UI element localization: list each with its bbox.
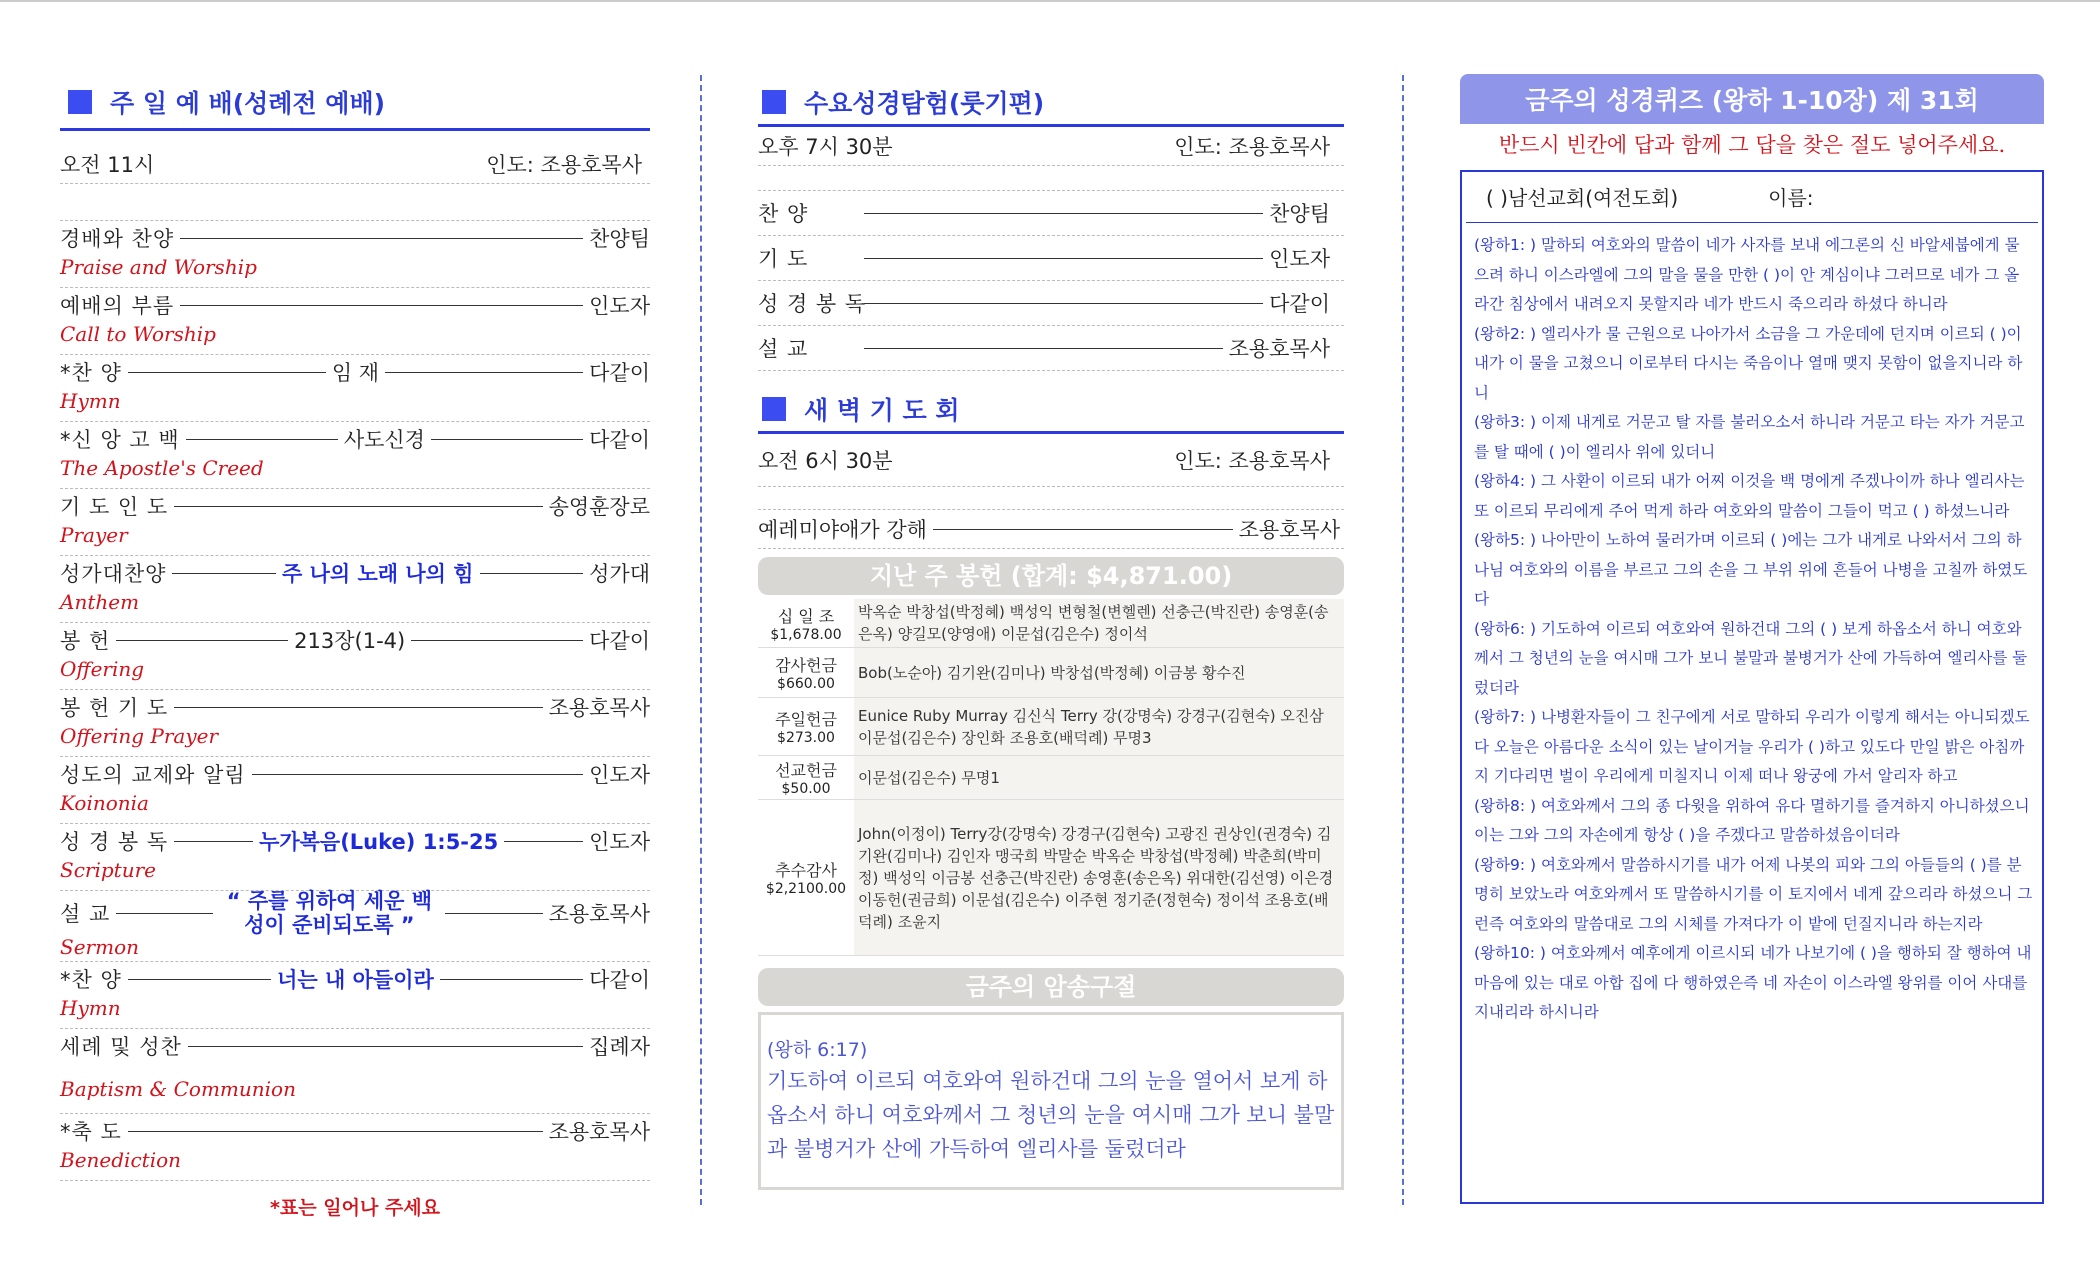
service-item	[60, 556, 650, 623]
quiz-question: (왕하8: ) 여호와께서 그의 종 다윗을 위하여 유다 멸하기를 즐겨하지 아니하셨으니 이는 그와 그의 자손에게 항상 ( )을 주겠다고 말씀하셨음이더라	[1474, 796, 2030, 844]
item-leader: 인도자	[589, 763, 650, 787]
service-item	[60, 891, 650, 962]
bible-quiz	[1460, 74, 2044, 1021]
square-bullet-icon	[762, 397, 786, 421]
service-item	[60, 221, 650, 288]
sunday-service-heading	[68, 84, 650, 120]
item-detail: 너는 내 아들이라	[277, 968, 434, 992]
item-korean: *축 도	[60, 1120, 122, 1144]
offering-type-cell	[758, 698, 854, 756]
item-korean: 성 경 봉 독	[60, 830, 169, 854]
quiz-notice: 반드시 빈칸에 답과 함께 그 답을 찾은 절도 넣어주세요.	[1498, 133, 2006, 157]
offering-type: 추수감사	[775, 861, 837, 880]
service-item	[60, 962, 650, 1029]
item-korean: 기 도	[758, 247, 809, 271]
quiz-box	[1460, 170, 2044, 1204]
item-leader: 송영훈장로	[548, 495, 650, 519]
item-english: Anthem	[60, 590, 140, 614]
dawn-prayer-heading	[762, 391, 1344, 427]
item-detail: 213장(1-4)	[294, 629, 406, 653]
item-korean: 설 교	[758, 337, 809, 361]
quiz-question: (왕하9: ) 여호와께서 말씀하시기를 내가 어제 나봇의 피와 그의 아들들의 ( )를 분명히 보았노라 여호와께서 또 말씀하시기를 이 토지에서 네게 갚으리라 하셨으니 그런즉 여호와의 말씀대로 그의 시체를 가져다가 이 밭에 던질지니라 하는지라	[1474, 855, 2033, 933]
item-korean: 성도의 교제와 알림	[60, 763, 246, 787]
memory-verse-title: 금주의 암송구절	[758, 968, 1344, 1006]
item-detail: 사도신경	[343, 428, 425, 452]
item-english: Scripture	[60, 858, 156, 882]
offering-row	[758, 599, 1344, 648]
item-leader: 조용호목사	[1228, 337, 1330, 361]
middle-column	[758, 84, 1344, 1190]
wednesday-item	[758, 191, 1344, 236]
item-korean: 예배의 부름	[60, 294, 175, 318]
offering-title: 지난 주 봉헌 (합계: $4,871.00)	[758, 557, 1344, 595]
quiz-question: (왕하10: ) 여호와께서 예후에게 이르시되 네가 나보기에 ( )을 행하되 잘 행하여 내 마음에 있는 대로 아합 집에 다 행하였은즉 네 자손이 이스라엘 왕위를 이어 사대를 지내리라 하시니라	[1474, 944, 2032, 1021]
item-korean: 기 도 인 도	[60, 495, 169, 519]
quiz-question: (왕하5: ) 나아만이 노하여 물러가며 이르되 ( )에는 그가 내게로 나와서서 그의 하나님 여호와의 이름을 부르고 그의 손을 그 부위 위에 흔들어 나병을 고칠까 하였도다	[1474, 531, 2028, 608]
item-korean: 경배와 찬양	[60, 227, 175, 251]
quiz-question: (왕하6: ) 기도하여 이르되 여호와여 원하건대 그의 ( ) 보게 하옵소서 하니 여호와께서 그 청년의 눈을 여시매 그가 보니 불말과 불병거가 산에 가득하여 엘리사를 둘렀더라	[1474, 619, 2028, 697]
item-leader: 다같이	[589, 968, 651, 992]
offering-table	[758, 599, 1344, 956]
spacer-row	[758, 487, 1344, 510]
offering-type-cell	[758, 800, 854, 956]
item-english: The Apostle's Creed	[60, 456, 264, 480]
wednesday-order	[758, 191, 1344, 371]
top-border	[0, 0, 2100, 2]
section-title: 새 벽 기 도 회	[804, 396, 960, 425]
offering-amount: $1,678.00	[770, 626, 842, 643]
quiz-question: (왕하2: ) 엘리사가 물 근원으로 나아가서 소금을 그 가운데에 던지며 이르되 ( )이 내가 이 물을 고쳤으니 이로부터 다시는 죽음이나 열매 맺지 못함이 없을지니라 하니	[1474, 324, 2023, 402]
item-english: Benediction	[60, 1148, 182, 1172]
service-item	[60, 288, 650, 355]
item-english: Hymn	[60, 996, 121, 1020]
dawn-lecturer: 조용호목사	[1238, 518, 1340, 542]
item-leader: 다같이	[589, 629, 651, 653]
offering-names: Bob(노순아) 김기완(김미나) 박창섭(박정혜) 이금봉 황수진	[854, 648, 1344, 698]
memory-verse-text: 기도하여 이르되 여호와여 원하건대 그의 눈을 열어서 보게 하옵소서 하니 여호와께서 그 청년의 눈을 여시매 그가 보니 불말과 불병거가 산에 가득하여 엘리사를 둘렀더라	[767, 1069, 1335, 1161]
dawn-header	[758, 434, 1344, 487]
item-english: Koinonia	[60, 791, 149, 815]
item-korean: 설 교	[60, 902, 111, 926]
wednesday-heading	[762, 84, 1344, 120]
memory-verse-reference: (왕하 6:17)	[767, 1039, 868, 1061]
item-leader: 조용호목사	[548, 1120, 650, 1144]
square-bullet-icon	[762, 90, 786, 114]
dawn-lecture-row	[758, 510, 1344, 549]
service-item	[60, 824, 650, 891]
offering-row	[758, 800, 1344, 956]
wednesday-header	[758, 127, 1344, 166]
item-leader: 인도자	[589, 830, 650, 854]
offering-row	[758, 648, 1344, 698]
item-english: Call to Worship	[60, 322, 216, 346]
offering-names: Eunice Ruby Murray 김신식 Terry 강(강명숙) 강경구(김현숙) 오진삼 이문섭(김은수) 장인화 조용호(배덕례) 무명3	[854, 698, 1344, 756]
offering-type-cell	[758, 756, 854, 800]
stand-note: *표는 일어나 주세요	[270, 1197, 440, 1219]
church-group-field[interactable]: ( )남선교회(여전도회)	[1486, 186, 1679, 210]
service-item	[60, 422, 650, 489]
sunday-service	[60, 84, 650, 1220]
dawn-time: 오전 6시 30분	[758, 449, 893, 473]
service-item	[60, 489, 650, 556]
item-leader: 인도자	[1269, 247, 1330, 271]
dawn-leader: 인도: 조용호목사	[1174, 449, 1330, 473]
item-leader: 조용호목사	[548, 902, 650, 926]
offering-row	[758, 756, 1344, 800]
offering-type-cell	[758, 599, 854, 648]
section-title: 주 일 예 배(성례전 예배)	[110, 89, 386, 118]
item-korean: *찬 양	[60, 361, 122, 385]
service-item	[60, 690, 650, 757]
column-divider	[1402, 75, 1404, 1205]
quiz-name-row	[1466, 172, 2038, 223]
item-leader: 찬양팀	[1269, 202, 1330, 226]
item-korean: 성가대찬양	[60, 562, 167, 586]
item-english: Hymn	[60, 389, 121, 413]
item-leader: 성가대	[589, 562, 650, 586]
wednesday-item	[758, 326, 1344, 371]
service-item	[60, 355, 650, 422]
quiz-question: (왕하4: ) 그 사환이 이르되 내가 어찌 이것을 백 명에게 주겠나이까 하나 엘리사는 또 이르되 무리에게 주어 먹게 하라 여호와의 말씀이 그들이 먹고 ( ) 하셨느니라	[1474, 472, 2025, 520]
offering-type: 주일헌금	[775, 710, 837, 729]
item-leader: 집례자	[589, 1035, 650, 1059]
spacer-row	[758, 166, 1344, 191]
memory-verse-box	[758, 1012, 1344, 1190]
item-english: Praise and Worship	[60, 255, 257, 279]
item-korean: 성 경 봉 독	[758, 292, 867, 316]
offering-names: John(이정이) Terry강(강명숙) 강경구(김현숙) 고광진 권상인(권경숙) 김기완(김미나) 김인자 맹국희 박말순 박옥순 박창섭(박정혜) 박춘희(박미정) 백성익 이금봉 선충근(박진란) 송영훈(송은옥) 위대한(김선영) 이은경 이동헌(권금희) 이문섭(김은수) 이주현 정기준(정현숙) 정이석 조용호(배덕례) 조윤지	[854, 800, 1344, 956]
item-english: Offering Prayer	[60, 724, 219, 748]
item-korean: *신 앙 고 백	[60, 428, 180, 452]
service-item	[60, 1029, 650, 1114]
service-header	[60, 145, 650, 184]
order-of-worship	[60, 221, 650, 1181]
service-item	[60, 623, 650, 690]
item-korean: 봉 헌	[60, 629, 111, 653]
item-detail: 누가복음(Luke) 1:5-25	[259, 830, 499, 854]
item-leader: 인도자	[589, 294, 650, 318]
item-detail: 주 나의 노래 나의 힘	[282, 562, 474, 586]
item-leader: 다같이	[589, 361, 651, 385]
offering-names: 이문섭(김은수) 무명1	[854, 756, 1344, 800]
section-title: 수요성경탐험(룻기편)	[804, 89, 1045, 118]
column-divider	[700, 75, 702, 1205]
square-bullet-icon	[68, 90, 92, 114]
offering-names: 박옥순 박창섭(박정혜) 백성익 변형철(변헬렌) 선충근(박진란) 송영훈(송은옥) 양길모(양영애) 이문섭(김은수) 정이석	[854, 599, 1344, 648]
dawn-lecture: 예레미야애가 강해	[758, 518, 927, 542]
quiz-question: (왕하3: ) 이제 내게로 거문고 탈 자를 불러오소서 하니라 거문고 타는 자가 거문고를 탈 때에 ( )이 엘리사 위에 있더니	[1474, 413, 2025, 461]
quiz-questions	[1462, 223, 2042, 1028]
item-korean: *찬 양	[60, 968, 122, 992]
offering-row	[758, 698, 1344, 756]
quiz-question: (왕하1: ) 말하되 여호와의 말씀이 네가 사자를 보내 에그론의 신 바알세붑에게 물으려 하니 이스라엘에 그의 말을 물을 만한 ( )이 안 계심이냐 그러므로 네가 그 올라간 침상에서 내려오지 못할지라 네가 반드시 죽으리라 하셨다 하니라	[1474, 236, 2020, 313]
quiz-title: 금주의 성경퀴즈 (왕하 1-10장) 제 31회	[1460, 74, 2044, 124]
item-leader: 다같이	[1269, 292, 1330, 316]
item-english: Baptism & Communion	[60, 1077, 296, 1101]
offering-amount: $273.00	[777, 730, 835, 746]
offering-type: 십 일 조	[777, 606, 835, 626]
service-leader: 인도: 조용호목사	[486, 153, 642, 177]
item-english: Prayer	[60, 523, 128, 547]
offering-type-cell	[758, 648, 854, 698]
item-detail: 임 재	[331, 361, 380, 385]
item-english: Offering	[60, 657, 145, 681]
service-time: 오전 11시	[60, 153, 155, 177]
offering-amount: $2,2100.00	[765, 881, 847, 897]
wednesday-item	[758, 236, 1344, 281]
service-item	[60, 757, 650, 824]
item-leader: 찬양팀	[589, 227, 650, 251]
item-leader: 조용호목사	[548, 696, 650, 720]
item-korean: 세례 및 성찬	[60, 1035, 182, 1059]
offering-type: 선교헌금	[775, 761, 837, 780]
offering-amount: $660.00	[777, 676, 835, 692]
item-detail: “ 주를 위하여 세운 백성이 준비되도록 ”	[226, 889, 433, 937]
service-item	[60, 1114, 650, 1181]
wednesday-time: 오후 7시 30분	[758, 135, 893, 159]
name-field[interactable]: 이름:	[1768, 186, 1814, 210]
item-korean: 봉 헌 기 도	[60, 696, 169, 720]
quiz-question: (왕하7: ) 나병환자들이 그 친구에게 서로 말하되 우리가 이렇게 해서는 아니되겠도다 오늘은 아름다운 소식이 있는 날이거늘 우리가 ( )하고 있도다 만일 밝은 아침까지 기다리면 벌이 우리에게 미칠지니 이제 떠나 왕궁에 가서 알리자 하고	[1474, 708, 2030, 785]
offering-amount: $50.00	[781, 781, 831, 797]
item-english: Sermon	[60, 935, 139, 959]
wednesday-item	[758, 281, 1344, 326]
spacer-row	[60, 184, 650, 221]
wednesday-leader: 인도: 조용호목사	[1174, 135, 1330, 159]
item-leader: 다같이	[589, 428, 650, 452]
item-korean: 찬 양	[758, 202, 809, 226]
offering-type: 감사헌금	[775, 656, 837, 675]
